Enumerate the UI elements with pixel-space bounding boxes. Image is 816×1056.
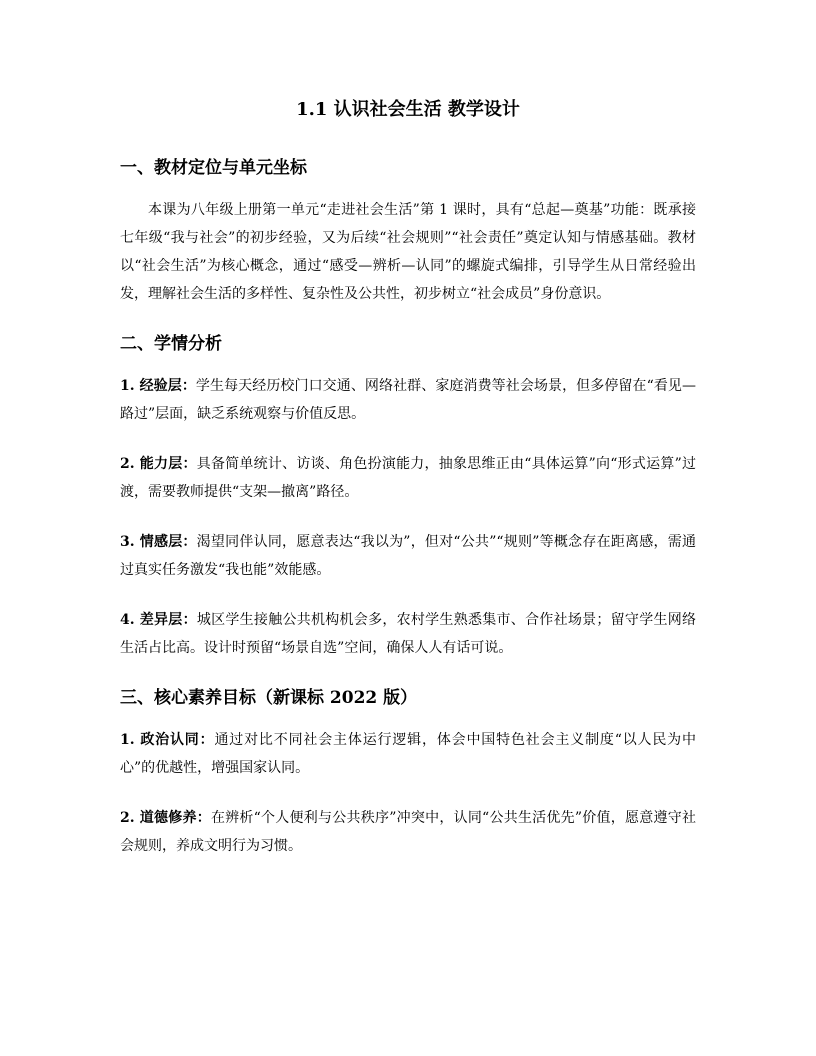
section-learner-analysis (120, 330, 696, 662)
document-title: 1.1 认识社会生活 教学设计 (296, 99, 520, 120)
item-label: 4. 差异层： (120, 612, 197, 628)
item-label: 1. 政治认同： (120, 732, 215, 748)
list-item (120, 726, 696, 782)
list-item (120, 804, 696, 860)
section-heading: 二、学情分析 (120, 334, 222, 354)
section-heading: 一、教材定位与单元坐标 (120, 158, 307, 178)
list-item (120, 528, 696, 584)
item-text: 在辨析“个人便利与公共秩序”冲突中，认同“公共生活优先”价值，愿意遵守社会规则，养成文明行为习惯。 (120, 810, 696, 854)
item-label: 2. 道德修养： (120, 810, 211, 826)
item-label: 1. 经验层： (120, 378, 196, 394)
item-text: 具备简单统计、访谈、角色扮演能力，抽象思维正由“具体运算”向“形式运算”过渡，需要教师提供“支架—撤离”路径。 (120, 456, 696, 500)
section-heading: 三、核心素养目标（新课标 2022 版） (120, 688, 418, 708)
section-paragraph: 本课为八年级上册第一单元“走进社会生活”第 1 课时，具有“总起—奠基”功能：既承接七年级“我与社会”的初步经验，又为后续“社会规则”“社会责任”奠定认知与情感基础。教材以“社会生活”为核心概念，通过“感受—辨析—认同”的螺旋式编排，引导学生从日常经验出发，理解社会生活的多样性、复杂性及公共性，初步树立“社会成员”身份意识。 (120, 202, 696, 302)
list-item (120, 372, 696, 428)
item-text: 学生每天经历校门口交通、网络社群、家庭消费等社会场景，但多停留在“看见—路过”层面，缺乏系统观察与价值反思。 (120, 378, 697, 422)
list-item (120, 606, 696, 662)
item-text: 渴望同伴认同，愿意表达“我以为”，但对“公共”“规则”等概念存在距离感，需通过真实任务激发“我也能”效能感。 (120, 534, 696, 578)
item-label: 3. 情感层： (120, 534, 197, 550)
list-item (120, 450, 696, 506)
item-text: 通过对比不同社会主体运行逻辑，体会中国特色社会主义制度“以人民为中心”的优越性，增强国家认同。 (120, 732, 697, 776)
section-core-competency-goals (120, 684, 696, 860)
item-text: 城区学生接触公共机构机会多，农村学生熟悉集市、合作社场景；留守学生网络生活占比高。设计时预留“场景自选”空间，确保人人有话可说。 (120, 612, 696, 656)
item-label: 2. 能力层： (120, 456, 197, 472)
section-textbook-positioning (120, 154, 696, 308)
